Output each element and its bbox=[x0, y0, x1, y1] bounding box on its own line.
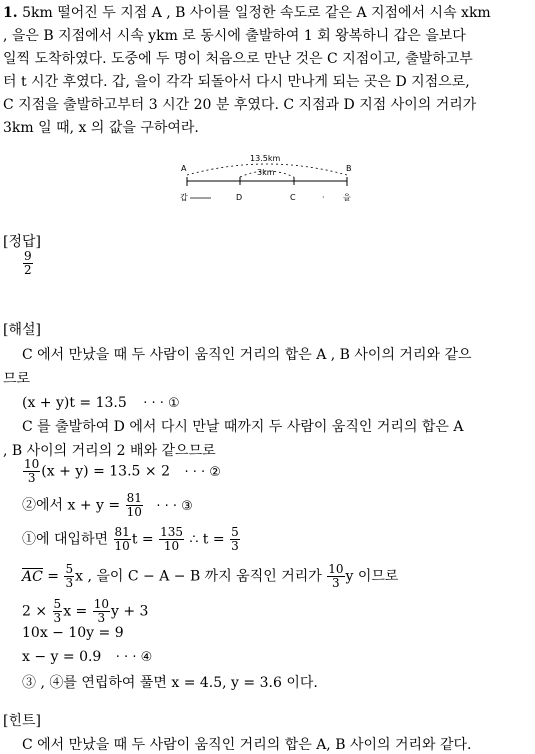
equation-5: AC = $\frac{5}{3}$ x , 을이 C − A − B 까지 움직인 거리가 $\frac{10}{3}$ y 이므로 bbox=[22, 562, 399, 590]
figure-label-d: D bbox=[236, 193, 243, 202]
solution-line-2: 므로 bbox=[3, 371, 31, 387]
figure-label-gap: 갑 bbox=[180, 193, 188, 202]
problem-number: 1. bbox=[3, 5, 18, 21]
equation-8: x − y = 0.9 · · · ④ bbox=[22, 649, 153, 665]
hint-text: C 에서 만났을 때 두 사람이 움직인 거리의 합은 A, B 사이의 거리와 같다. bbox=[22, 737, 472, 753]
figure-dot: · bbox=[322, 193, 325, 202]
figure-label-a: A bbox=[181, 164, 187, 173]
figure-label-b: B bbox=[346, 164, 352, 173]
problem-line-2: , 을은 B 지점에서 시속 ykm 로 동시에 출발하여 1 회 왕복하니 갑은 을보다 bbox=[3, 28, 466, 44]
figure-label-c: C bbox=[290, 193, 296, 202]
solution-line-4: , B 사이의 거리의 2 배와 같으므로 bbox=[3, 443, 216, 459]
problem-line-3: 일찍 도착하였다. 도중에 두 명이 처음으로 만난 것은 C 지점이고, 출발하고부 bbox=[3, 51, 473, 67]
answer-denominator: 2 bbox=[24, 263, 32, 277]
solution-line-1: C 에서 만났을 때 두 사람이 움직인 거리의 합은 A , B 사이의 거리와 같으 bbox=[22, 347, 472, 363]
answer-fraction bbox=[23, 250, 33, 277]
equation-3-mark: · · · ③ bbox=[156, 498, 193, 514]
equation-3: ②에서 x + y = $\frac{81}{10}$ · · · ③ bbox=[22, 491, 193, 519]
problem-line-1 bbox=[3, 4, 491, 22]
equation-8-mark: · · · ④ bbox=[115, 650, 153, 665]
problem-line-5: C 지점을 출발하고부터 3 시간 20 분 후였다. C 지점과 D 지점 사이의 거리가 bbox=[3, 97, 477, 113]
answer-numerator: 9 bbox=[24, 249, 32, 263]
answer-heading: [정답] bbox=[3, 234, 41, 250]
distance-diagram bbox=[175, 155, 375, 205]
problem-line-6: 3km 일 때, x 의 값을 구하여라. bbox=[3, 120, 199, 136]
solution-line-3: C 를 출발하여 D 에서 다시 만날 때까지 두 사람이 움직인 거리의 합은 A bbox=[22, 419, 464, 435]
equation-1-mark: · · · ① bbox=[143, 396, 180, 411]
solution-heading: [해설] bbox=[3, 322, 41, 338]
equation-9: ③ , ④를 연립하여 풀면 x = 4.5, y = 3.6 이다. bbox=[22, 675, 318, 691]
hint-heading: [힌트] bbox=[3, 713, 41, 729]
equation-2: $\frac{10}{3}$ (x + y) = 13.5 × 2 · · · ② bbox=[24, 457, 221, 485]
equation-7: 10x − 10y = 9 bbox=[22, 625, 124, 641]
segment-ac: AC bbox=[22, 568, 43, 585]
equation-4: ①에 대입하면 $\frac{81}{10}$ t = $\frac{135}{10}$ ∴ t = $\frac{5}{3}$ bbox=[22, 525, 239, 553]
figure-label-eul: 을 bbox=[343, 193, 351, 202]
problem-line-4: 터 t 시간 후였다. 갑, 을이 각각 되돌아서 다시 만나게 되는 곳은 D 지점으로, bbox=[3, 74, 470, 90]
equation-6: 2 × $\frac{5}{3}$ x = $\frac{10}{3}$ y + 3 bbox=[22, 597, 149, 625]
equation-2-mark: · · · ② bbox=[184, 464, 221, 480]
problem-text-1: 5km 떨어진 두 지점 A , B 사이를 일정한 속도로 같은 A 지점에서 시속 xkm bbox=[22, 5, 491, 21]
figure-cd-distance: 3km bbox=[257, 168, 275, 177]
equation-1: (x + y)t = 13.5 · · · ① bbox=[22, 395, 180, 411]
figure-total-distance: 13.5km bbox=[250, 155, 281, 163]
